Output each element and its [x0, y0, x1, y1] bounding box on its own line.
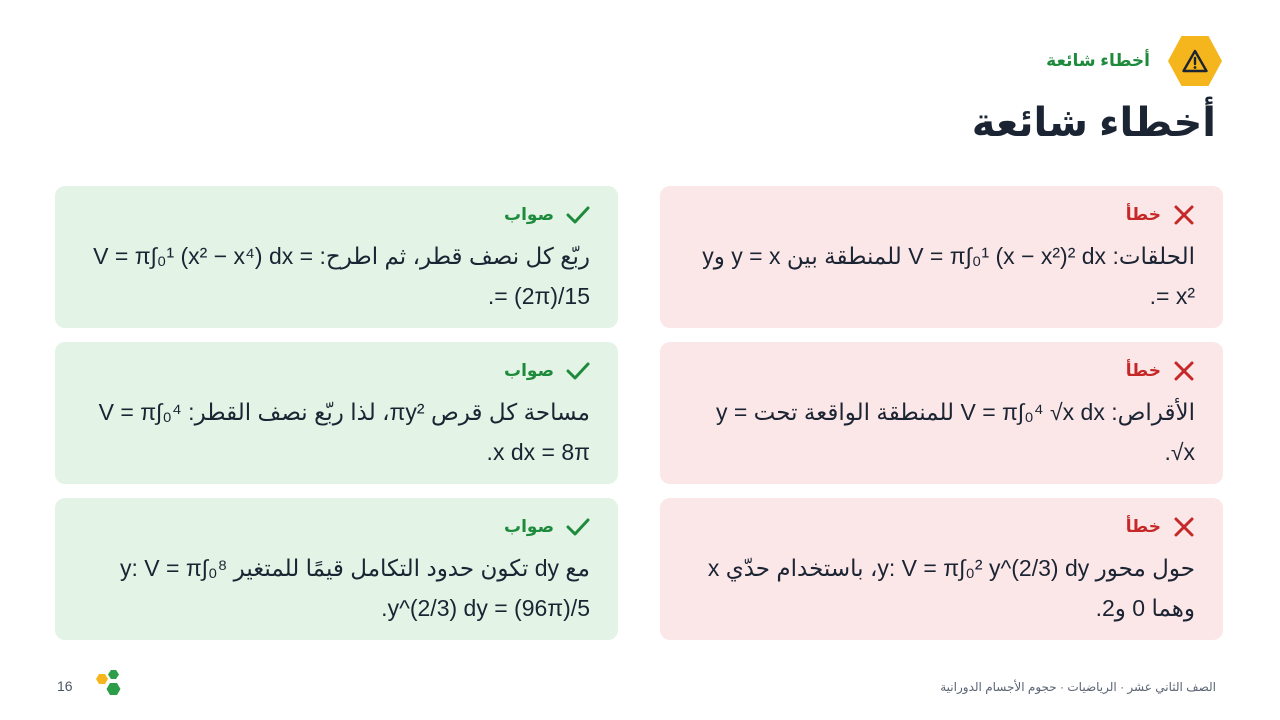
mistake-text-2: الأقراص: V = π∫₀⁴ √x dx للمنطقة الواقعة تحت y = √x. [715, 399, 1195, 465]
mistakes-grid [55, 186, 1223, 640]
check-icon [566, 205, 590, 225]
correct-label: صواب [504, 517, 554, 536]
hexagon-logo-icon [92, 668, 128, 700]
correct-card-2 [55, 342, 618, 484]
correct-text-3: مع dy تكون حدود التكامل قيمًا للمتغير y: V = π∫₀⁸ y^(2/3) dy = (96π)/5. [120, 555, 590, 621]
correct-text-1: ربّع كل نصف قطر، ثم اطرح: V = π∫₀¹ (x² − x⁴) dx = (2π)/15 =. [93, 243, 590, 309]
check-icon [566, 517, 590, 537]
correct-card-1 [55, 186, 618, 328]
warning-icon [1168, 36, 1222, 86]
correct-label: صواب [504, 205, 554, 224]
mistake-card-3 [660, 498, 1223, 640]
check-icon [566, 361, 590, 381]
section-badge [1046, 36, 1222, 86]
mistake-label: خطأ [1125, 361, 1161, 380]
page-title: أخطاء شائعة [971, 101, 1216, 145]
section-badge-label: أخطاء شائعة [1046, 51, 1150, 70]
correct-label: صواب [504, 361, 554, 380]
mistake-label: خطأ [1125, 205, 1161, 224]
x-icon [1173, 360, 1195, 382]
mistake-label: خطأ [1125, 517, 1161, 536]
course-footer: الصف الثاني عشر · الرياضيات · حجوم الأجسام الدورانية [940, 680, 1216, 694]
mistake-card-1 [660, 186, 1223, 328]
x-icon [1173, 516, 1195, 538]
correct-card-3 [55, 498, 618, 640]
x-icon [1173, 204, 1195, 226]
mistake-card-2 [660, 342, 1223, 484]
correct-text-2: مساحة كل قرص πy²، لذا ربّع نصف القطر: V = π∫₀⁴ x dx = 8π. [98, 399, 590, 465]
page-number: 16 [57, 678, 73, 694]
mistake-text-3: حول محور y: V = π∫₀² y^(2/3) dy، باستخدام حدّي x وهما 0 و2. [707, 555, 1195, 621]
mistake-text-1: الحلقات: V = π∫₀¹ (x − x²)² dx للمنطقة بين y = x وy = x². [702, 243, 1195, 309]
